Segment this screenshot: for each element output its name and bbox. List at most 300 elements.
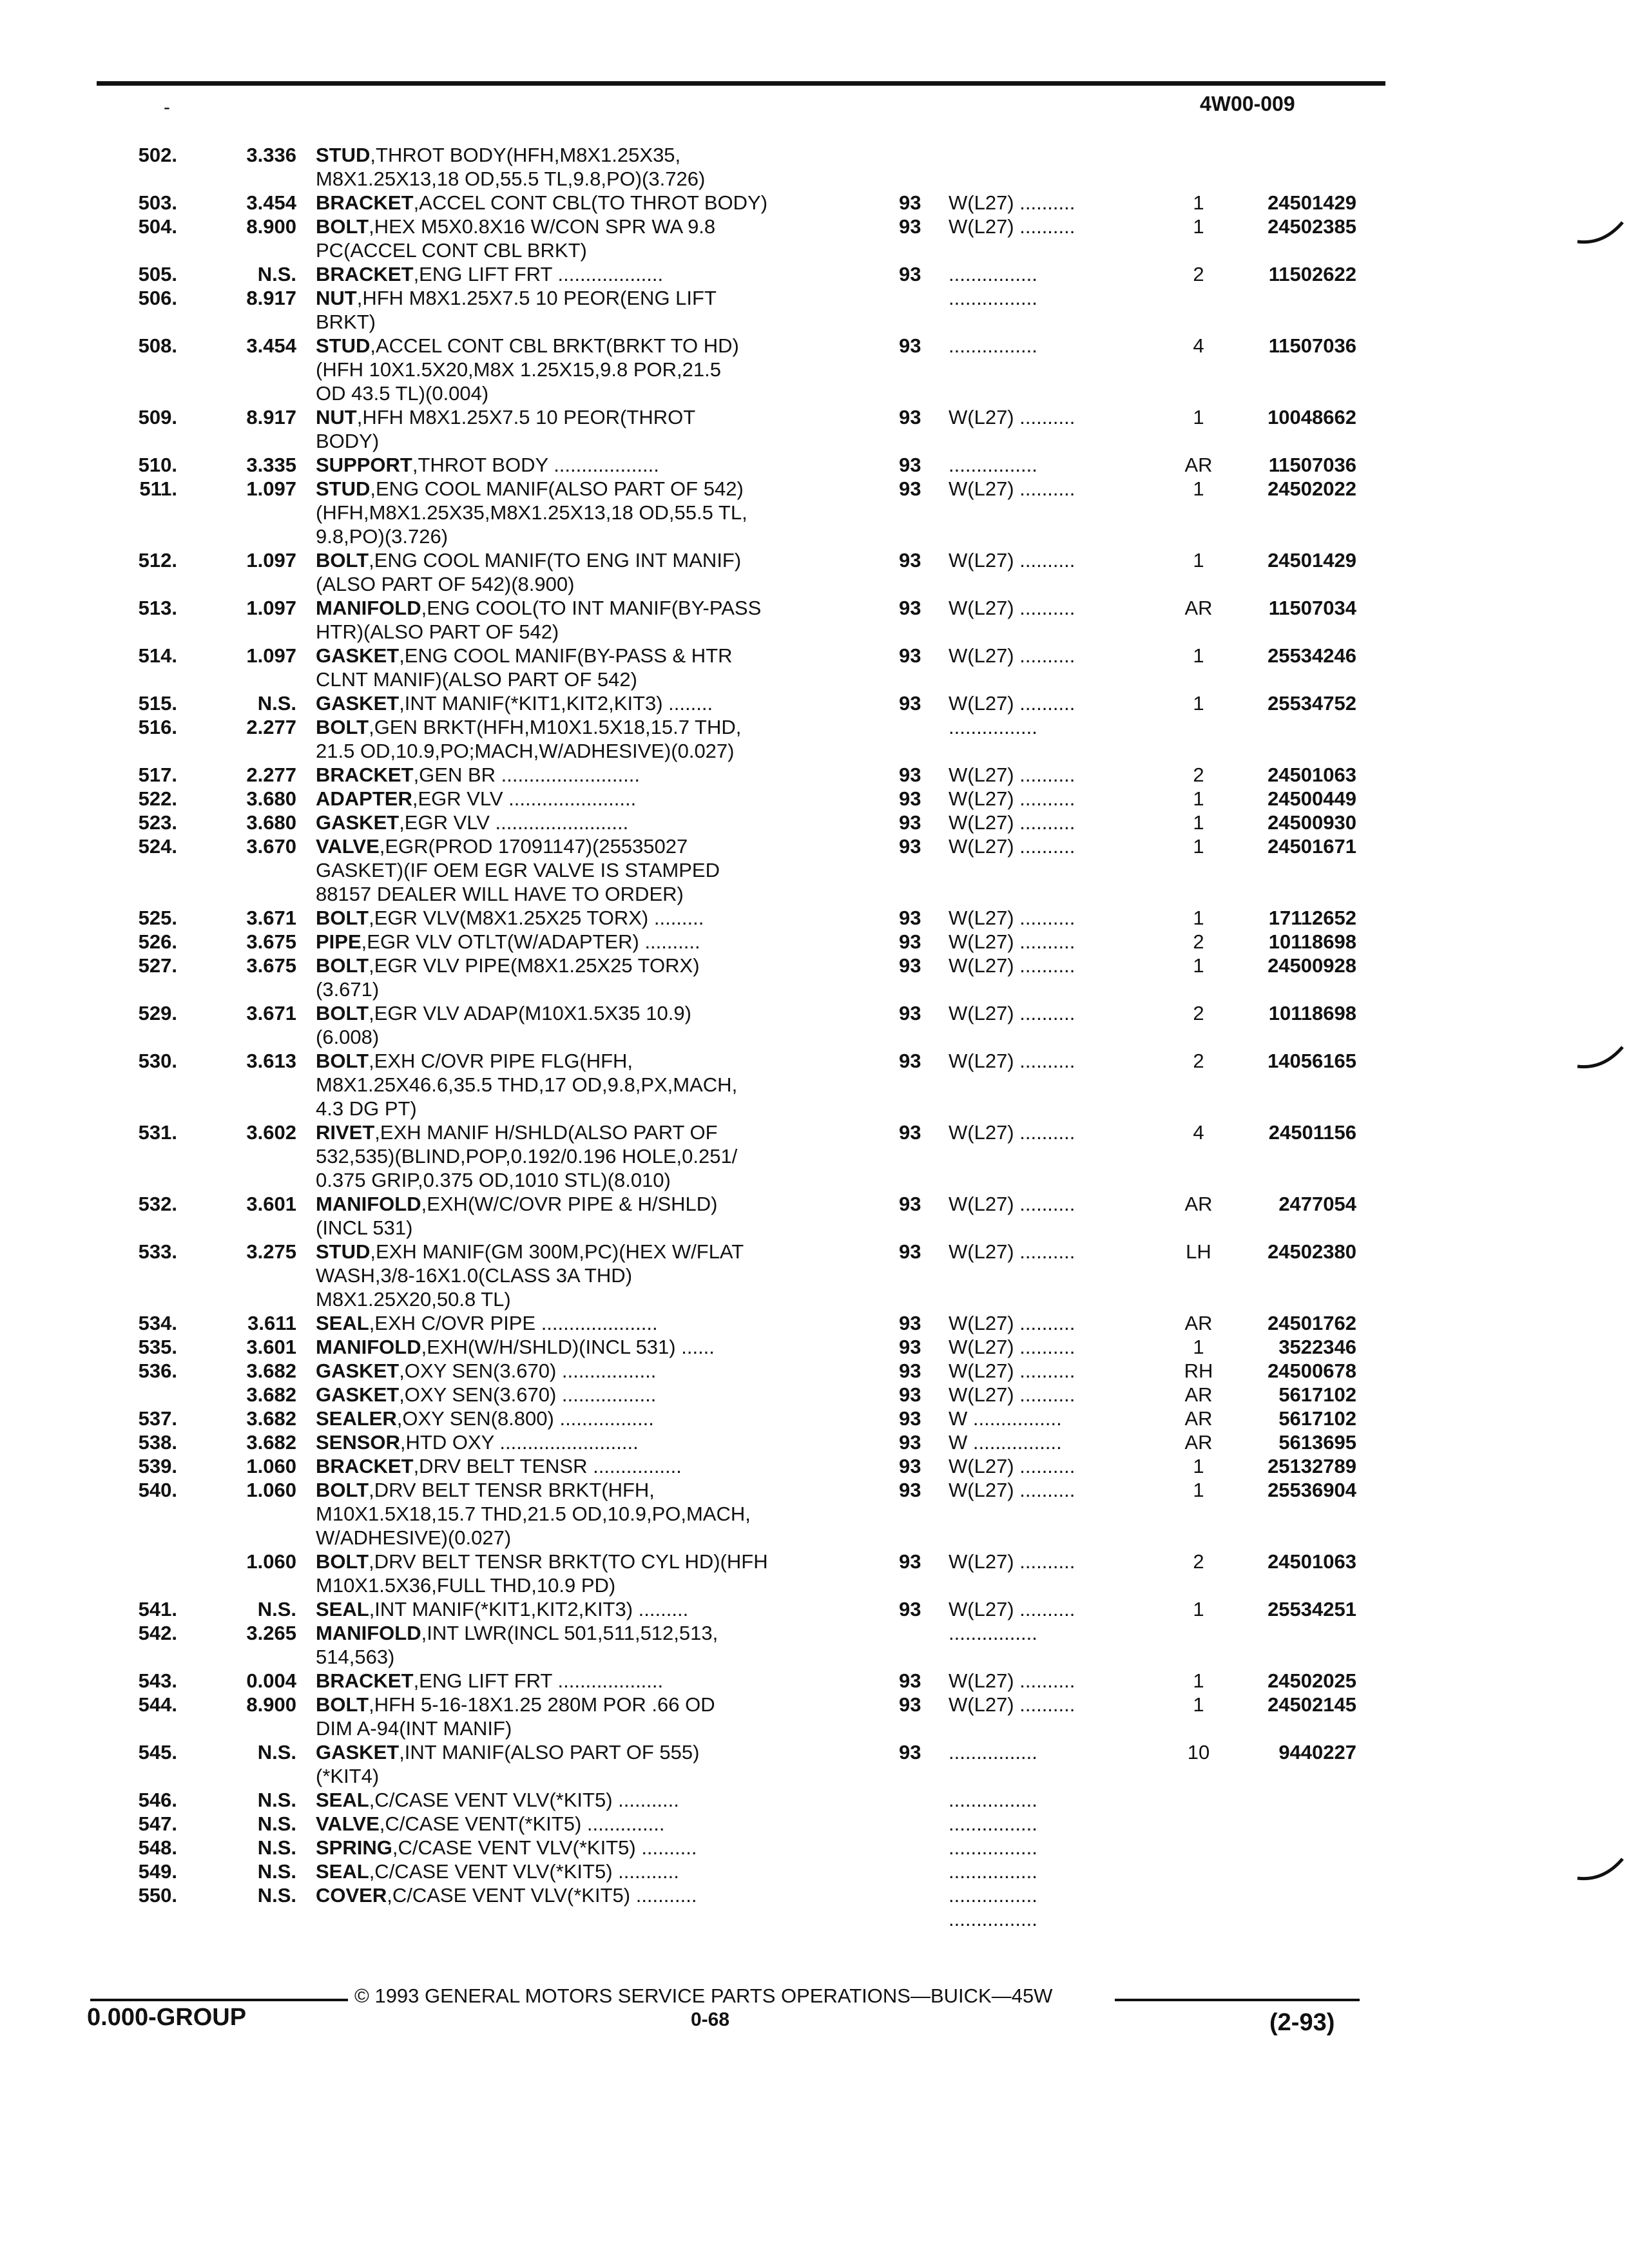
- item-number: 542.: [138, 1622, 177, 1644]
- item-number: 533.: [138, 1240, 177, 1263]
- part-number: 24502025: [1268, 1669, 1356, 1692]
- part-name: BOLT: [316, 1050, 369, 1072]
- quantity: 2: [1193, 1002, 1204, 1024]
- quantity: 2: [1193, 263, 1204, 285]
- part-description: [316, 1740, 851, 1788]
- model-year: 93: [899, 1693, 921, 1716]
- quantity: 1: [1193, 191, 1204, 214]
- model-code: W(L27) ..........: [949, 1455, 1075, 1477]
- quantity: 1: [1193, 787, 1204, 810]
- group-number: 3.601: [246, 1336, 296, 1358]
- part-description: [316, 787, 851, 811]
- group-number: 3.680: [246, 787, 296, 810]
- part-description: [316, 906, 851, 930]
- part-number: 24502145: [1268, 1693, 1356, 1716]
- part-name: BOLT: [316, 907, 369, 929]
- table-row: [0, 1883, 1629, 1930]
- description-text: ,HFH 5-16-18X1.25 280M POR .66 OD: [369, 1693, 715, 1716]
- part-description: [316, 477, 851, 548]
- item-number: 502.: [138, 144, 177, 166]
- part-description: [316, 1383, 851, 1407]
- item-number: 506.: [138, 287, 177, 309]
- description-line: PC(ACCEL CONT CBL BRKT): [316, 239, 587, 262]
- quantity: 2: [1193, 1550, 1204, 1573]
- model-year: 93: [899, 1455, 921, 1477]
- description-text: ,INT MANIF(*KIT1,KIT2,KIT3) ........: [399, 692, 713, 715]
- group-number: 8.900: [246, 1693, 296, 1716]
- part-name: BRACKET: [316, 1455, 414, 1477]
- description-line: [316, 906, 851, 930]
- description-text: ,ENG COOL MANIF(TO ENG INT MANIF): [369, 549, 742, 572]
- group-number: 2.277: [246, 764, 296, 786]
- description-text: ,DRV BELT TENSR BRKT(HFH,: [369, 1479, 655, 1501]
- part-number: 11507036: [1268, 334, 1356, 357]
- model-year: 93: [899, 835, 921, 858]
- model-code: W(L27) ..........: [949, 1479, 1075, 1501]
- part-number: 24501063: [1268, 764, 1356, 786]
- part-description: [316, 1120, 851, 1192]
- item-number: 545.: [138, 1741, 177, 1763]
- description-line: [316, 1788, 851, 1812]
- model-year: 93: [899, 215, 921, 238]
- description-line: [316, 1335, 851, 1359]
- part-description: [316, 1001, 851, 1049]
- part-description: [316, 286, 851, 334]
- model-code: W(L27) ..........: [949, 477, 1075, 500]
- part-name: BOLT: [316, 954, 369, 977]
- quantity: 1: [1193, 644, 1204, 667]
- part-description: [316, 405, 851, 453]
- quantity: AR: [1184, 1193, 1213, 1215]
- part-name: MANIFOLD: [316, 1336, 421, 1358]
- part-number: 24501429: [1268, 549, 1356, 572]
- description-text: ,ACCEL CONT CBL(TO THROT BODY): [413, 191, 768, 214]
- part-number: 5617102: [1278, 1407, 1356, 1430]
- model-code: W(L27) ..........: [949, 1240, 1075, 1263]
- part-name: BOLT: [316, 716, 369, 738]
- group-number: 3.601: [246, 1193, 296, 1215]
- description-line: 514,563): [316, 1646, 395, 1668]
- group-number: 3.275: [246, 1240, 296, 1263]
- quantity: 1: [1193, 907, 1204, 929]
- item-number: 514.: [138, 644, 177, 667]
- model-code: ................: [949, 1884, 1037, 1907]
- description-line: [316, 1597, 851, 1621]
- description-line: [316, 1120, 851, 1144]
- model-code: ................: [949, 334, 1037, 357]
- hole-punch-mark: [1571, 213, 1629, 251]
- part-number: 25534251: [1268, 1598, 1356, 1620]
- item-number: 505.: [138, 263, 177, 285]
- group-number: 3.613: [246, 1050, 296, 1072]
- model-code: ................: [949, 1836, 1037, 1859]
- model-code: W ................: [949, 1407, 1062, 1430]
- description-line: [316, 1478, 851, 1502]
- item-number: 516.: [138, 716, 177, 738]
- model-year: 93: [899, 811, 921, 834]
- model-code: W(L27) ..........: [949, 692, 1075, 715]
- part-name: BOLT: [316, 1550, 369, 1573]
- part-description: [316, 334, 851, 405]
- model-code: W(L27) ..........: [949, 811, 1075, 834]
- parts-list: [0, 143, 1629, 1930]
- group-number: 0.004: [246, 1669, 296, 1692]
- item-number: 525.: [138, 907, 177, 929]
- part-name: VALVE: [316, 835, 380, 858]
- quantity: 4: [1193, 1121, 1204, 1144]
- model-year: 93: [899, 1240, 921, 1263]
- group-number: 3.671: [246, 1002, 296, 1024]
- model-year: 93: [899, 1050, 921, 1072]
- group-number: N.S.: [257, 1836, 296, 1859]
- part-number: 24501063: [1268, 1550, 1356, 1573]
- model-code: W(L27) ..........: [949, 1336, 1075, 1358]
- description-line: [316, 1812, 851, 1836]
- footer-rule-right: [1115, 1999, 1360, 2001]
- item-number: 546.: [138, 1789, 177, 1811]
- part-number: 25132789: [1268, 1455, 1356, 1477]
- description-text: ,EGR VLV(M8X1.25X25 TORX) .........: [369, 907, 704, 929]
- item-number: 548.: [138, 1836, 177, 1859]
- model-code: W ................: [949, 1431, 1062, 1454]
- hole-punch-mark: [1571, 1849, 1629, 1888]
- description-line: [316, 1860, 851, 1883]
- description-text: ,EGR VLV PIPE(M8X1.25X25 TORX): [369, 954, 700, 977]
- part-number: 9440227: [1278, 1741, 1356, 1763]
- quantity: AR: [1184, 1383, 1213, 1406]
- item-number: 510.: [138, 454, 177, 476]
- part-name: SUPPORT: [316, 454, 412, 476]
- description-text: ,C/CASE VENT VLV(*KIT5) ...........: [387, 1884, 697, 1907]
- group-number: 8.917: [246, 406, 296, 428]
- description-line: [316, 1192, 851, 1216]
- model-code: W(L27) ..........: [949, 1312, 1075, 1334]
- model-code: ................: [949, 1908, 1037, 1930]
- description-line: (ALSO PART OF 542)(8.900): [316, 573, 575, 595]
- part-description: [316, 1669, 851, 1693]
- item-number: 522.: [138, 787, 177, 810]
- part-number: 24500678: [1268, 1360, 1356, 1382]
- item-number: 508.: [138, 334, 177, 357]
- part-name: BOLT: [316, 215, 369, 238]
- model-year: 93: [899, 1669, 921, 1692]
- part-name: RIVET: [316, 1121, 375, 1144]
- description-line: (*KIT4): [316, 1765, 380, 1787]
- part-description: [316, 1049, 851, 1120]
- item-number: 547.: [138, 1812, 177, 1835]
- part-description: [316, 143, 851, 191]
- description-line: [316, 1740, 851, 1764]
- part-number: 25534246: [1268, 644, 1356, 667]
- model-year: 93: [899, 1312, 921, 1334]
- description-line: M8X1.25X13,18 OD,55.5 TL,9.8,PO)(3.726): [316, 168, 706, 190]
- part-description: [316, 644, 851, 691]
- group-number: N.S.: [257, 1741, 296, 1763]
- description-text: ,C/CASE VENT VLV(*KIT5) ...........: [369, 1860, 679, 1883]
- description-line: [316, 1001, 851, 1025]
- model-year: 93: [899, 1598, 921, 1620]
- part-description: [316, 930, 851, 954]
- part-number: 14056165: [1268, 1050, 1356, 1072]
- description-line: [316, 596, 851, 620]
- part-number: 24501429: [1268, 191, 1356, 214]
- item-number: 509.: [138, 406, 177, 428]
- part-description: [316, 1883, 851, 1907]
- description-text: ,C/CASE VENT(*KIT5) ..............: [379, 1812, 665, 1835]
- part-description: [316, 1860, 851, 1883]
- description-line: [316, 1883, 851, 1907]
- model-code: W(L27) ..........: [949, 764, 1075, 786]
- description-line: [316, 143, 851, 167]
- description-line: M8X1.25X46.6,35.5 THD,17 OD,9.8,PX,MACH,: [316, 1073, 738, 1096]
- part-description: [316, 1621, 851, 1669]
- part-number: 11507036: [1268, 454, 1356, 476]
- part-name: ADAPTER: [316, 787, 412, 810]
- model-year: 93: [899, 334, 921, 357]
- item-number: 530.: [138, 1050, 177, 1072]
- quantity: 1: [1193, 406, 1204, 428]
- part-name: NUT: [316, 406, 357, 428]
- part-description: [316, 1430, 851, 1454]
- description-line: [316, 1049, 851, 1073]
- model-code: W(L27) ..........: [949, 1121, 1075, 1144]
- description-text: ,HEX M5X0.8X16 W/CON SPR WA 9.8: [369, 215, 716, 238]
- model-code: W(L27) ..........: [949, 835, 1075, 858]
- description-line: [316, 644, 851, 668]
- item-number: 536.: [138, 1360, 177, 1382]
- page-code: 4W00-009: [1200, 92, 1295, 115]
- description-text: ,HFH M8X1.25X7.5 10 PEOR(ENG LIFT: [356, 287, 717, 309]
- model-code: ................: [949, 1622, 1037, 1644]
- description-line: 9.8,PO)(3.726): [316, 525, 448, 548]
- group-number: 3.671: [246, 907, 296, 929]
- description-line: [316, 477, 851, 501]
- part-number: 24502022: [1268, 477, 1356, 500]
- part-description: [316, 1597, 851, 1621]
- group-number: 3.454: [246, 334, 296, 357]
- description-line: M8X1.25X20,50.8 TL): [316, 1288, 511, 1311]
- description-line: (HFH 10X1.5X20,M8X 1.25X15,9.8 POR,21.5: [316, 358, 721, 381]
- description-line: [316, 763, 851, 787]
- part-description: [316, 715, 851, 763]
- description-text: ,ENG COOL MANIF(ALSO PART OF 542): [370, 477, 744, 500]
- description-text: ,INT LWR(INCL 501,511,512,513,: [421, 1622, 718, 1644]
- part-name: STUD: [316, 334, 371, 357]
- top-rule: [97, 81, 1385, 86]
- description-text: ,EXH MANIF(GM 300M,PC)(HEX W/FLAT: [370, 1240, 744, 1263]
- description-text: ,EXH C/OVR PIPE .....................: [369, 1312, 658, 1334]
- description-line: [316, 286, 851, 310]
- model-code: W(L27) ..........: [949, 406, 1075, 428]
- part-description: [316, 1550, 851, 1597]
- part-name: SEAL: [316, 1860, 369, 1883]
- quantity: LH: [1186, 1240, 1211, 1263]
- group-number: 3.602: [246, 1121, 296, 1144]
- part-name: PIPE: [316, 930, 361, 953]
- description-line: [316, 405, 851, 429]
- item-number: 540.: [138, 1479, 177, 1501]
- model-code: W(L27) ..........: [949, 215, 1075, 238]
- model-year: 93: [899, 454, 921, 476]
- quantity: 1: [1193, 692, 1204, 715]
- description-text: ,C/CASE VENT VLV(*KIT5) ...........: [369, 1789, 679, 1811]
- item-number: 537.: [138, 1407, 177, 1430]
- part-name: BRACKET: [316, 1669, 414, 1692]
- part-description: [316, 596, 851, 644]
- model-code: W(L27) ..........: [949, 1360, 1075, 1382]
- model-code: W(L27) ..........: [949, 954, 1075, 977]
- description-line: 532,535)(BLIND,POP,0.192/0.196 HOLE,0.251/: [316, 1145, 738, 1168]
- model-code: ................: [949, 454, 1037, 476]
- model-code: W(L27) ..........: [949, 1193, 1075, 1215]
- description-line: GASKET)(IF OEM EGR VALVE IS STAMPED: [316, 859, 720, 881]
- item-number: 527.: [138, 954, 177, 977]
- group-number: 3.675: [246, 954, 296, 977]
- group-number: N.S.: [257, 263, 296, 285]
- part-description: [316, 453, 851, 477]
- model-code: ................: [949, 716, 1037, 738]
- group-number: N.S.: [257, 1789, 296, 1811]
- part-number: 5613695: [1278, 1431, 1356, 1454]
- item-number: 523.: [138, 811, 177, 834]
- part-description: [316, 1836, 851, 1860]
- group-number: 1.097: [246, 644, 296, 667]
- part-description: [316, 1693, 851, 1740]
- part-name: GASKET: [316, 1383, 400, 1406]
- model-code: W(L27) ..........: [949, 907, 1075, 929]
- description-text: ,EGR VLV OTLT(W/ADAPTER) ..........: [361, 930, 700, 953]
- description-line: (INCL 531): [316, 1216, 413, 1239]
- model-code: W(L27) ..........: [949, 1693, 1075, 1716]
- part-name: MANIFOLD: [316, 1193, 421, 1215]
- model-code: W(L27) ..........: [949, 1383, 1075, 1406]
- group-number: 3.682: [246, 1360, 296, 1382]
- description-text: ,DRV BELT TENSR ................: [413, 1455, 682, 1477]
- item-number: 532.: [138, 1193, 177, 1215]
- description-line: OD 43.5 TL)(0.004): [316, 382, 489, 405]
- part-name: SPRING: [316, 1836, 392, 1859]
- group-number: 3.611: [247, 1312, 296, 1334]
- item-number: 535.: [138, 1336, 177, 1358]
- part-description: [316, 1478, 851, 1550]
- part-description: [316, 1335, 851, 1359]
- part-name: SEAL: [316, 1312, 369, 1334]
- description-line: [316, 1550, 851, 1573]
- group-number: 3.670: [246, 835, 296, 858]
- model-year: 93: [899, 191, 921, 214]
- part-name: SEAL: [316, 1598, 369, 1620]
- description-line: [316, 1621, 851, 1645]
- description-line: 0.375 GRIP,0.375 OD,1010 STL)(8.010): [316, 1169, 671, 1191]
- model-year: 93: [899, 549, 921, 572]
- model-code: W(L27) ..........: [949, 597, 1075, 619]
- part-number: 24502380: [1268, 1240, 1356, 1263]
- description-line: [316, 215, 851, 238]
- group-number: N.S.: [257, 1884, 296, 1907]
- part-name: BOLT: [316, 1693, 369, 1716]
- quantity: 1: [1193, 549, 1204, 572]
- quantity: 1: [1193, 1455, 1204, 1477]
- part-description: [316, 811, 851, 834]
- part-name: NUT: [316, 287, 357, 309]
- description-line: (3.671): [316, 978, 380, 1001]
- part-number: 24501762: [1268, 1312, 1356, 1334]
- part-number: 10118698: [1268, 930, 1356, 953]
- quantity: AR: [1184, 1407, 1213, 1430]
- part-description: [316, 1812, 851, 1836]
- description-line: [316, 1693, 851, 1716]
- description-text: ,ENG COOL MANIF(BY-PASS & HTR: [399, 644, 733, 667]
- item-number: 511.: [139, 477, 177, 500]
- part-description: [316, 1788, 851, 1812]
- model-year: 93: [899, 1360, 921, 1382]
- description-text: ,OXY SEN(3.670) .................: [399, 1383, 657, 1406]
- quantity: 1: [1193, 835, 1204, 858]
- model-year: 93: [899, 1741, 921, 1763]
- item-number: 544.: [138, 1693, 177, 1716]
- part-number: 24502385: [1268, 215, 1356, 238]
- model-code: ................: [949, 287, 1037, 309]
- quantity: 10: [1187, 1741, 1210, 1763]
- item-number: 526.: [138, 930, 177, 953]
- quantity: 2: [1193, 930, 1204, 953]
- table-row: [0, 1359, 1629, 1406]
- description-text: ,THROT BODY ...................: [412, 454, 659, 476]
- group-number: 3.336: [246, 144, 296, 166]
- part-name: SENSOR: [316, 1431, 400, 1454]
- description-text: ,INT MANIF(ALSO PART OF 555): [399, 1741, 700, 1763]
- group-number: 1.060: [246, 1550, 296, 1573]
- part-number: 24500449: [1268, 787, 1356, 810]
- item-number: 504.: [138, 215, 177, 238]
- item-number: 524.: [138, 835, 177, 858]
- group-number: 1.060: [246, 1479, 296, 1501]
- part-description: [316, 1454, 851, 1478]
- description-line: [316, 1836, 851, 1860]
- description-text: ,OXY SEN(3.670) .................: [399, 1360, 657, 1382]
- model-code: W(L27) ..........: [949, 787, 1075, 810]
- description-text: ,C/CASE VENT VLV(*KIT5) ..........: [392, 1836, 697, 1859]
- description-line: [316, 334, 851, 358]
- part-number: 25536904: [1268, 1479, 1356, 1501]
- group-number: 3.335: [246, 454, 296, 476]
- description-line: (6.008): [316, 1026, 380, 1048]
- item-number: 550.: [138, 1884, 177, 1907]
- model-code: ................: [949, 263, 1037, 285]
- description-line: [316, 691, 851, 715]
- part-name: BOLT: [316, 549, 369, 572]
- description-text: ,EXH C/OVR PIPE FLG(HFH,: [369, 1050, 633, 1072]
- description-line: [316, 453, 851, 477]
- part-description: [316, 691, 851, 715]
- description-line: 4.3 DG PT): [316, 1097, 417, 1120]
- description-line: WASH,3/8-16X1.0(CLASS 3A THD): [316, 1264, 633, 1287]
- description-line: BODY): [316, 430, 380, 452]
- group-number: N.S.: [257, 1812, 296, 1835]
- group-number: N.S.: [257, 1860, 296, 1883]
- quantity: 1: [1193, 1598, 1204, 1620]
- description-line: [316, 715, 851, 739]
- model-code: ................: [949, 1860, 1037, 1883]
- model-year: 93: [899, 692, 921, 715]
- description-line: [316, 548, 851, 572]
- model-year: 93: [899, 1383, 921, 1406]
- description-text: ,OXY SEN(8.800) .................: [396, 1407, 654, 1430]
- item-number: 517.: [138, 764, 177, 786]
- description-line: [316, 930, 851, 954]
- hole-punch-mark: [1571, 1037, 1629, 1076]
- model-code: W(L27) ..........: [949, 644, 1075, 667]
